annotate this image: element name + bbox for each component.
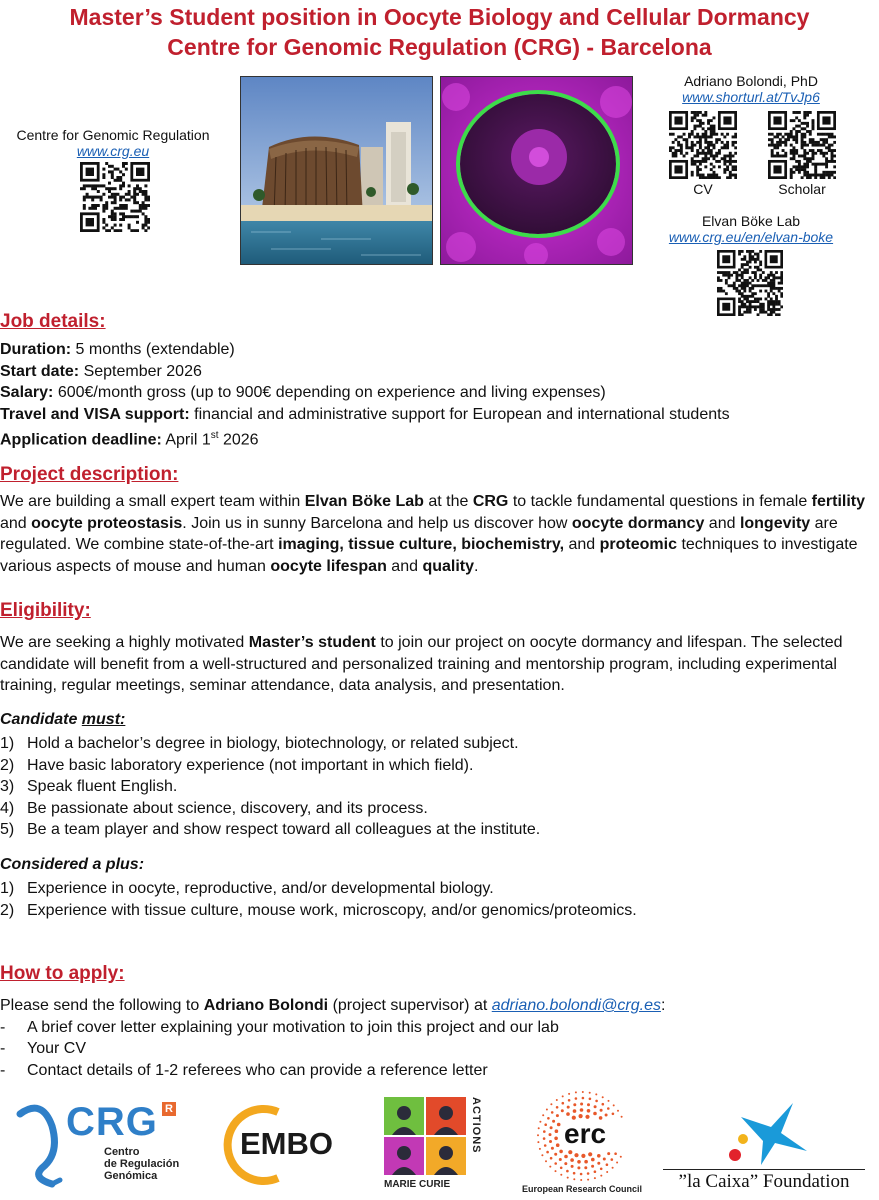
considered-plus-heading: Considered a plus:: [0, 856, 145, 873]
job-details-list: [0, 339, 876, 451]
erc-logo: [512, 1090, 652, 1198]
crg-logo-subtitle: Centro de Regulación Genómica: [104, 1146, 180, 1182]
how-to-apply-body: [0, 995, 876, 1081]
eligibility-intro: [0, 632, 876, 697]
mc-portrait-icon: [384, 1097, 466, 1175]
supervisor-block: [640, 73, 862, 105]
list-item: 1) Experience in oocyte, reproductive, and/or developmental biology.: [0, 880, 494, 897]
email-link[interactable]: adriano.bolondi@crg.es: [491, 997, 661, 1014]
list-item: 2) Have basic laboratory experience (not important in which field).: [0, 756, 474, 774]
job-detail-duration: Duration: 5 months (extendable): [0, 341, 235, 358]
oocyte-illustration: [441, 77, 632, 264]
embo-logo: [218, 1104, 358, 1186]
candidate-must-list: [0, 733, 876, 841]
eligibility-heading: Eligibility:: [0, 600, 91, 621]
how-to-apply-heading: How to apply:: [0, 963, 125, 984]
crg-r-icon: R: [162, 1102, 176, 1116]
page-title: Master’s Student position in Oocyte Biology and Cellular Dormancy: [69, 4, 810, 30]
erc-logo-text: erc: [564, 1118, 607, 1149]
considered-plus-list: [0, 878, 876, 921]
crg-link[interactable]: www.crg.eu: [76, 143, 150, 159]
list-item: - Your CV: [0, 1040, 86, 1057]
job-detail-deadline: Application deadline: April 1st 2026: [0, 430, 259, 449]
lab-qr-code: [717, 250, 783, 316]
list-item: - Contact details of 1-2 referees who can provide a reference letter: [0, 1061, 488, 1079]
cv-label: CV: [693, 181, 713, 197]
apply-intro: Please send the following to Adriano Bolondi (project supervisor) at adriano.bolondi@crg.es:: [0, 997, 666, 1014]
lab-link[interactable]: www.crg.eu/en/elvan-boke: [668, 229, 834, 245]
project-description-heading: Project description:: [0, 464, 179, 485]
eligibility-paragraph: We are seeking a highly motivated Master’s student to join our project on oocyte dormancy and lifespan. The selected candidate will benefit from a well-structured and personalized training and mentorship program, including experimental training, regular meetings, seminar attendance, data analysis, and presentation.: [0, 634, 843, 694]
lab-block: [640, 213, 862, 245]
list-item: 2) Experience with tissue culture, mouse work, microscopy, and/or genomics/proteomics.: [0, 901, 637, 919]
list-item: - A brief cover letter explaining your motivation to join this project and our lab: [0, 1018, 559, 1036]
marie-curie-logo: [384, 1097, 484, 1193]
scholar-qr-code: [768, 111, 836, 179]
scholar-label: Scholar: [778, 181, 826, 197]
list-item: 5) Be a team player and show respect toward all colleagues at the institute.: [0, 821, 541, 838]
crg-block: [0, 127, 226, 159]
candidate-must-heading: Candidate must:: [0, 711, 126, 728]
crg-logo-text: CRG: [66, 1100, 158, 1144]
page-subtitle: Centre for Genomic Regulation (CRG) - Barcelona: [167, 34, 712, 60]
embo-logo-text: EMBO: [240, 1126, 333, 1161]
job-detail-travel-visa: Travel and VISA support: financial and administrative support for European and international students: [0, 405, 730, 423]
supervisor-link[interactable]: www.shorturl.at/TvJp6: [682, 89, 820, 105]
crg-qr-code: [80, 162, 150, 232]
lab-name: Elvan Böke Lab: [701, 213, 801, 229]
project-paragraph: We are building a small expert team within Elvan Böke Lab at the CRG to tackle fundamental questions in female fertility and oocyte proteostasis. Join us in sunny Barcelona and help us discover how oocyte dormancy and longevity are regulated. We combine state-of-the-art imaging, tissue culture, biochemistry, and proteomic techniques to investigate various aspects of mouse and human oocyte lifespan and quality.: [0, 493, 866, 575]
crg-name: Centre for Genomic Regulation: [16, 127, 210, 143]
cv-qr-code: [669, 111, 737, 179]
job-detail-start-date: Start date: September 2026: [0, 362, 202, 380]
building-illustration: [241, 77, 432, 264]
job-detail-salary: Salary: 600€/month gross (up to 900€ depending on experience and living expenses): [0, 384, 606, 401]
la-caixa-text: ”la Caixa” Foundation: [678, 1171, 850, 1192]
list-item: 1) Hold a bachelor’s degree in biology, biotechnology, or related subject.: [0, 735, 519, 752]
la-caixa-divider: [663, 1169, 865, 1170]
oocyte-microscopy-image: [440, 76, 633, 265]
list-item: 3) Speak fluent English.: [0, 778, 178, 795]
la-caixa-star-icon: [721, 1097, 811, 1167]
supervisor-name: Adriano Bolondi, PhD: [684, 73, 818, 89]
list-item: 4) Be passionate about science, discovery, and its process.: [0, 799, 428, 817]
building-photo: [240, 76, 433, 265]
la-caixa-logo: [663, 1097, 865, 1193]
mc-name-text: MARIE CURIE: [384, 1179, 451, 1190]
erc-name-text: European Research Council: [521, 1184, 643, 1194]
project-description-text: [0, 491, 876, 577]
crg-logo: [12, 1096, 197, 1188]
mc-actions-text: ACTIONS: [470, 1097, 482, 1154]
job-details-heading: Job details:: [0, 311, 106, 332]
